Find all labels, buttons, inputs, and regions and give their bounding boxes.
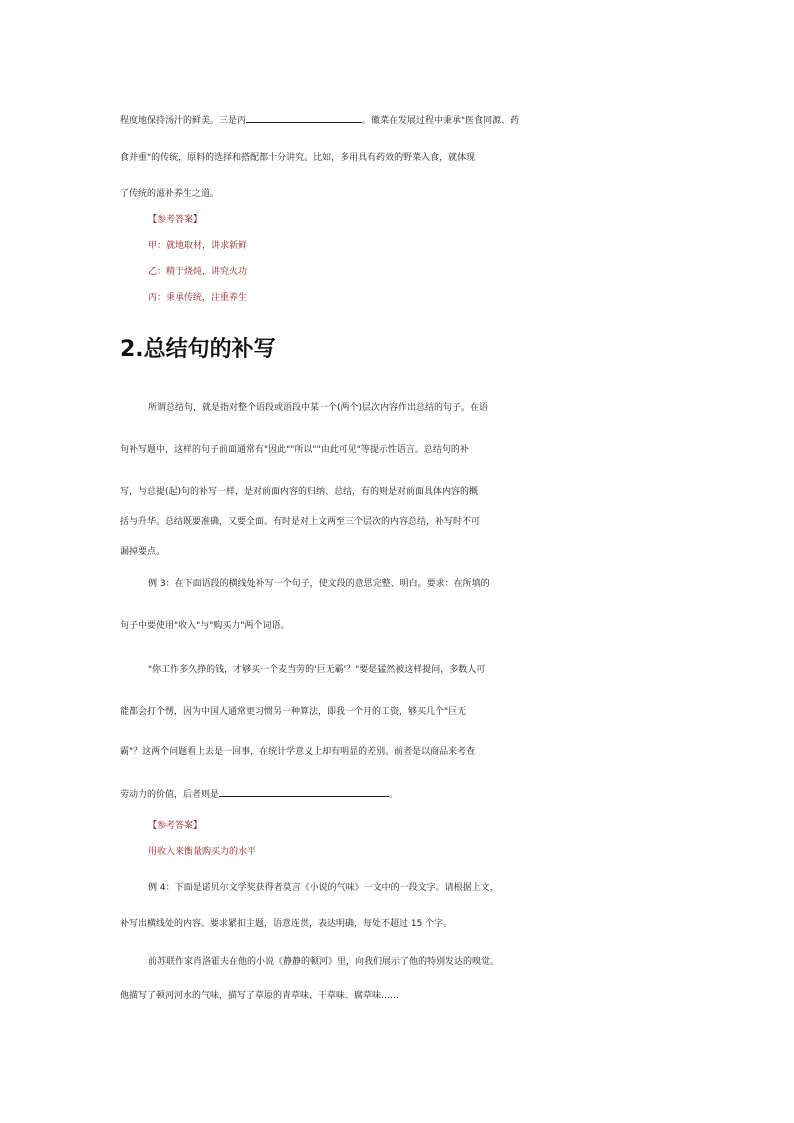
example4-line-2: 补写出横线处的内容。要求紧扣主题，语意连贯，表达明确，每处不超过 15 个字。	[120, 919, 453, 929]
example3-line-1: 例 3：在下面语段的横线处补写一个句子，使文段的意思完整、明白。要求：在所填的	[148, 579, 490, 589]
section-heading: 2.总结句的补写	[120, 337, 276, 362]
section-para-line-4: 括与升华。总结既要准确，又要全面。有时是对上文两至三个层次的内容总结，补写时不可	[120, 517, 481, 527]
example3-last-pre: 劳动力的价值，后者则是	[120, 790, 220, 800]
intro-line-1-pre: 程度地保持汤汁的鲜美。三是丙	[120, 116, 247, 126]
intro-line-1-post: 。徽菜在发展过程中秉承"医食同源、药	[362, 116, 520, 126]
example4-passage-line-2: 他描写了顿河河水的气味，描写了草原的青草味、干草味、腐草味……	[120, 991, 400, 1001]
answer-heading-1: 【参考答案】	[148, 215, 203, 225]
section-para-line-3: 写，与总提(起)句的补写一样，是对前面内容的归纳、总结，有的则是对前面具体内容的概	[120, 487, 479, 497]
example3-passage-line-1: "你工作多久挣的钱，才够买一个麦当劳的'巨无霸'？"要是猛然被这样提问，多数人可	[148, 665, 486, 675]
section-para-line-1: 所谓总结句，就是指对整个语段或语段中某一个(两个)层次内容作出总结的句子。在语	[148, 403, 489, 413]
intro-line-3: 了传统的滋补养生之道。	[120, 189, 220, 199]
fill-blank-example3[interactable]	[219, 782, 389, 797]
answer-item-bing: 丙：秉承传统，注重养生	[148, 293, 248, 303]
answer-item-jia: 甲：就地取材，讲求新鲜	[148, 241, 248, 251]
section-para-line-2: 句补写题中，这样的句子前面通常有"因此""所以""由此可见"等提示性语言。总结句的补	[120, 445, 469, 455]
example3-line-2: 句子中要使用"收入"与"购买力"两个词语。	[120, 621, 290, 631]
fill-blank-bing[interactable]	[246, 108, 362, 123]
example4-line-1: 例 4：下面是诺贝尔文学奖获得者莫言《小说的气味》一文中的一段文字。请根据上文，	[148, 883, 499, 893]
intro-line-2: 食并重"的传统，原料的选择和搭配都十分讲究。比如，多用具有药效的野菜入食，就体现	[120, 153, 476, 163]
intro-line-1	[120, 108, 680, 131]
answer-heading-2: 【参考答案】	[148, 821, 203, 831]
example3-last-post: 。	[389, 790, 399, 800]
example3-passage-line-3: 霸"？这两个问题看上去是一回事，在统计学意义上却有明显的差别。前者是以商品来考查	[120, 747, 476, 757]
section-para-line-5: 漏掉要点。	[120, 547, 166, 557]
example3-passage-line-4	[120, 782, 680, 805]
example3-passage-line-2: 能都会打个愣，因为中国人通常更习惯另一种算法，即我一个月的工资，够买几个"巨无	[120, 707, 467, 717]
example4-passage-line-1: 前苏联作家肖洛霍夫在他的小说《静静的顿河》里，向我们展示了他的特别发达的嗅觉。	[148, 957, 500, 967]
answer-text-2: 用收入来衡量购买力的水平	[148, 847, 257, 857]
answer-item-yi: 乙：精于烧炖，讲究火功	[148, 267, 248, 277]
